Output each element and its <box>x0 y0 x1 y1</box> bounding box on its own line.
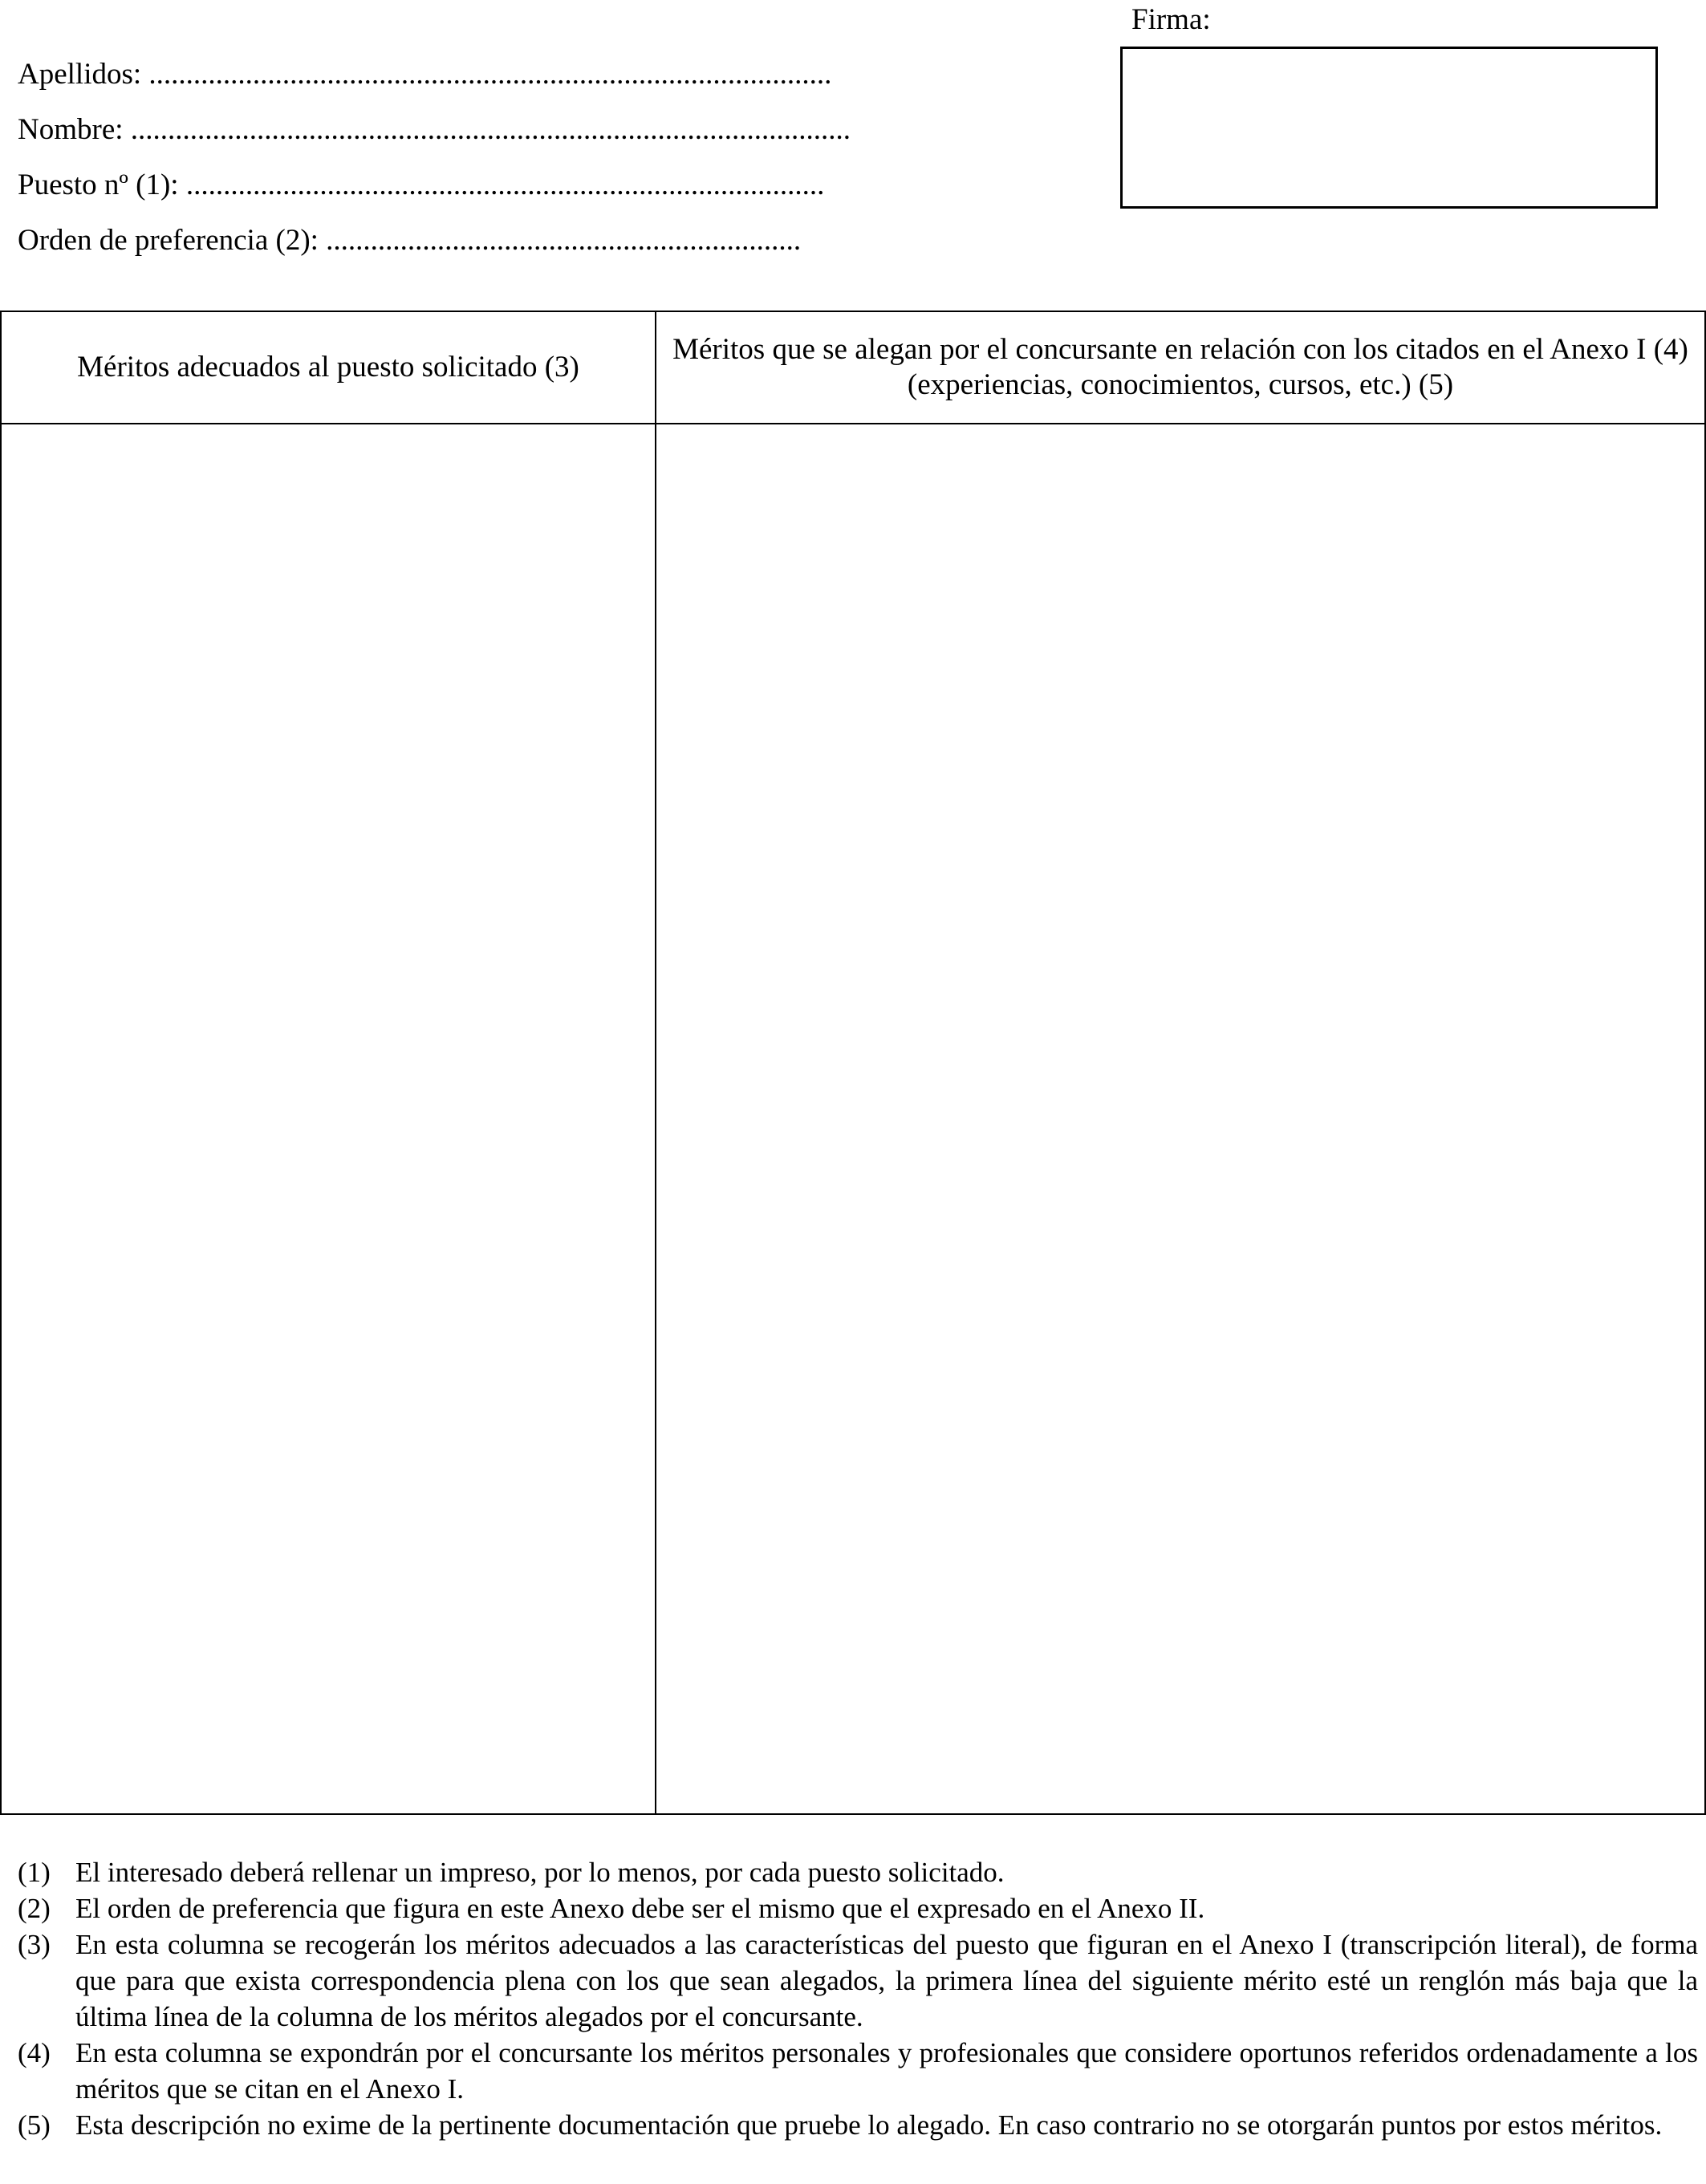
footnote-text: En esta columna se recogerán los méritos adecuados a las características del puesto que figuran en el Anexo I (transcripción literal), de forma que para que exista correspondencia plena con los que sean alegados, la primera línea del siguiente mérito esté un renglón más baja que la última línea de la columna de los méritos alegados por el concursante. <box>75 1929 1698 2032</box>
footnote-text: El interesado deberá rellenar un impreso, por lo menos, por cada puesto solicitado. <box>75 1857 1005 1888</box>
orden-preferencia-field[interactable]: Orden de preferencia (2): ................................................................ <box>18 224 802 257</box>
col-header-meritos-alegados <box>656 312 1704 423</box>
footnote-number: (3) <box>18 1929 51 1960</box>
footnote-text: Esta descripción no exime de la pertinente documentación que pruebe lo alegado. En caso contrario no se otorgarán puntos por estos méritos. <box>75 2109 1663 2141</box>
firma-label: Firma: <box>1131 3 1211 36</box>
puesto-field[interactable]: Puesto nº (1): ...................................................................................... <box>18 168 825 201</box>
footnote <box>18 2107 1698 2143</box>
nombre-field[interactable]: Nombre: ................................................................................................. <box>18 113 851 146</box>
footnote <box>18 2035 1698 2107</box>
footnote <box>18 1854 1698 1890</box>
col-header-meritos-adecuados <box>2 312 655 423</box>
footnote-number: (4) <box>18 2037 51 2068</box>
footnotes <box>18 1854 1698 2143</box>
footnote-number: (2) <box>18 1893 51 1924</box>
footnote <box>18 1890 1698 1926</box>
footnote-number: (1) <box>18 1857 51 1888</box>
footnote-text: El orden de preferencia que figura en este Anexo debe ser el mismo que el expresado en el Anexo II. <box>75 1893 1205 1924</box>
col-header-meritos-alegados-label: Méritos que se alegan por el concursante en relación con los citados en el Anexo I (4) (experiencias, conocimientos, cursos, etc.) (5) <box>672 333 1688 401</box>
footnote <box>18 1926 1698 2035</box>
meritos-alegados-cell[interactable] <box>656 424 1704 1813</box>
meritos-adecuados-cell[interactable] <box>2 424 655 1813</box>
merits-table <box>0 311 1706 1815</box>
col-header-meritos-adecuados-label: Méritos adecuados al puesto solicitado (3) <box>77 351 579 384</box>
signature-box[interactable] <box>1120 47 1658 209</box>
apellidos-field[interactable]: Apellidos: ............................................................................................ <box>18 58 832 91</box>
footnote-text: En esta columna se expondrán por el concursante los méritos personales y profesionales que considere oportunos referidos ordenadamente a los méritos que se citan en el Anexo I. <box>75 2037 1698 2105</box>
footnote-number: (5) <box>18 2109 51 2141</box>
